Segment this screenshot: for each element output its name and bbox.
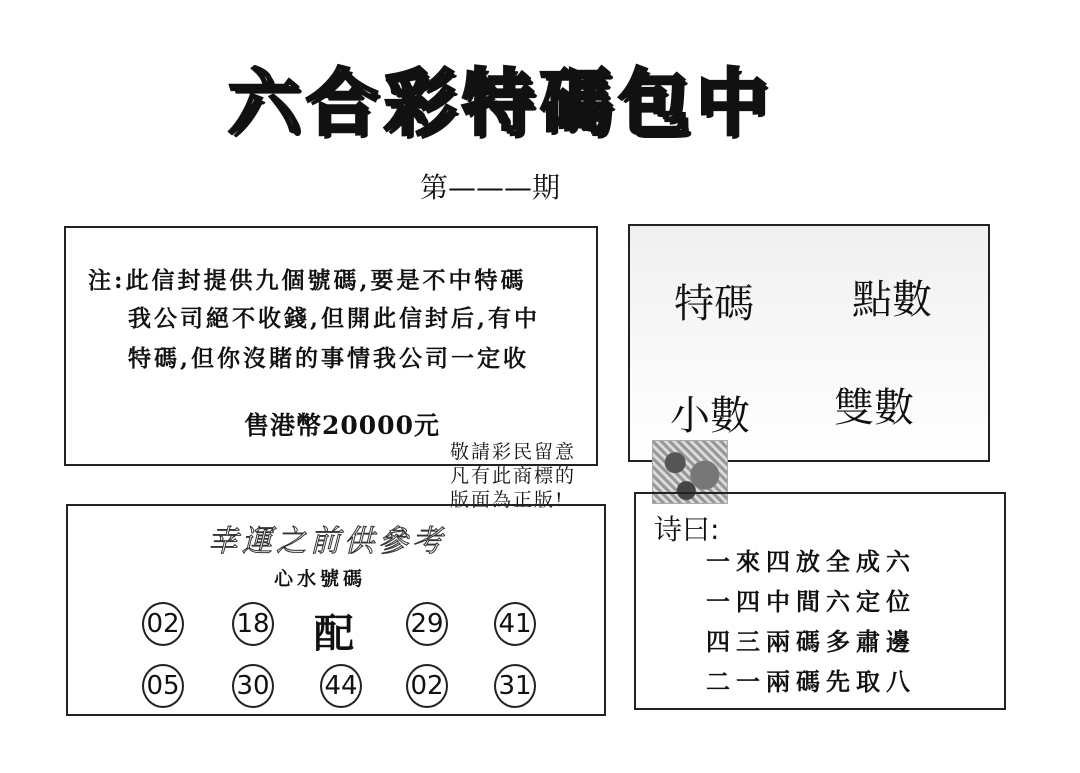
type-double: 雙數 — [834, 385, 914, 431]
number-ball: 30 — [232, 664, 274, 708]
pei-label: 配 — [314, 611, 354, 657]
auth-line-1: 敬請彩民留意 — [450, 441, 577, 463]
authenticity-note — [450, 440, 576, 512]
type-small: 小數 — [670, 393, 750, 439]
notice-line-3: 特碼,但你沒賭的事情我公司一定收 — [128, 345, 530, 372]
poem-line-4: 二一兩碼先取八 — [706, 667, 916, 696]
poem-line-1: 一來四放全成六 — [706, 547, 916, 576]
lucky-title: 幸運之前供參考 — [208, 524, 446, 559]
number-ball: 02 — [142, 602, 184, 646]
number-ball: 18 — [232, 602, 274, 646]
number-ball: 05 — [142, 664, 184, 708]
type-points: 點數 — [852, 277, 932, 323]
price-label: 售港幣20000元 — [244, 411, 440, 440]
number-ball: 41 — [494, 602, 536, 646]
number-ball: 44 — [320, 664, 362, 708]
auth-line-2: 凡有此商標的 — [450, 465, 577, 487]
lucky-box — [66, 504, 606, 716]
poem-line-3: 四三兩碼多肅邊 — [706, 627, 916, 656]
type-box — [628, 224, 990, 462]
type-special: 特碼 — [674, 281, 754, 327]
number-ball: 29 — [406, 602, 448, 646]
page-title: 六合彩特碼包中 — [228, 61, 775, 145]
auth-line-3: 版面為正版! — [450, 489, 565, 511]
number-ball: 31 — [494, 664, 536, 708]
lucky-subtitle: 心水號碼 — [274, 568, 367, 590]
issue-label: 第———期 — [420, 171, 561, 204]
notice-line-2: 我公司絕不收錢,但開此信封后,有中 — [128, 305, 541, 332]
poem-box — [634, 492, 1006, 710]
poem-heading: 诗曰: — [654, 513, 720, 546]
notice-box — [64, 226, 598, 466]
poem-line-2: 一四中間六定位 — [706, 587, 916, 616]
number-ball: 02 — [406, 664, 448, 708]
notice-line-1: 注:此信封提供九個號碼,要是不中特碼 — [88, 267, 527, 294]
